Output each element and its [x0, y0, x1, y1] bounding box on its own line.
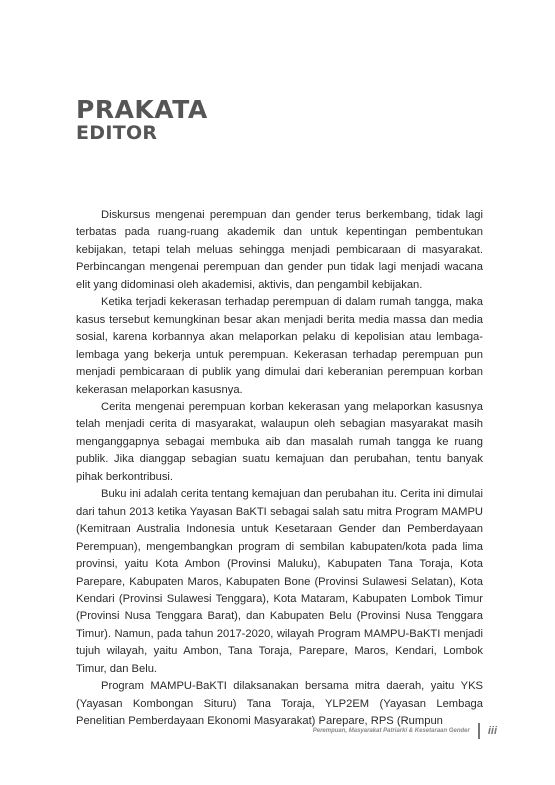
- footer-book-title: Perempuan, Masyarakat Patriarki & Kesetaraan Gender: [312, 728, 470, 734]
- page-subtitle: EDITOR: [76, 122, 158, 144]
- paragraph-4: Buku ini adalah cerita tentang kemajuan dan perubahan itu. Cerita ini dimulai dari tahun 2013 ketika Yayasan BaKTI sebagai salah satu mitra Program MAMPU (Kemitraan Australia Indonesia untuk Kesetaraan Gender dan Pemberdayaan Perempuan), mengembangkan program di sembilan kabupaten/kota pada lima provinsi, yaitu Kota Ambon (Provinsi Maluku), Kabupaten Tana Toraja, Kota Parepare, Kabupaten Maros, Kabupaten Bone (Provinsi Sulawesi Selatan), Kota Kendari (Provinsi Sulawesi Tenggara), Kota Mataram, Kabupaten Lombok Timur (Provinsi Nusa Tenggara Barat), dan Kabupaten Belu (Provinsi Nusa Tenggara Timur). Namun, pada tahun 2017-2020, wilayah Program MAMPU-BaKTI menjadi tujuh wilayah, yaitu Ambon, Tana Toraja, Parepare, Maros, Kendari, Lombok Timur, dan Belu.: [76, 488, 483, 675]
- page-title: PRAKATA: [76, 95, 208, 124]
- paragraph-5: Program MAMPU-BaKTI dilaksanakan bersama mitra daerah, yaitu YKS (Yayasan Kombongan Situru) Tana Toraja, YLP2EM (Yayasan Lembaga Penelitian Pemberdayaan Ekonomi Masyarakat) Parepare, RPS (Rumpun: [76, 680, 483, 728]
- page-number: iii: [487, 725, 497, 737]
- page-header: [76, 96, 208, 144]
- paragraph-3: Cerita mengenai perempuan korban kekerasan yang melaporkan kasusnya telah menjadi cerita di masyarakat, walaupun oleh sebagian masyarakat masih menganggapnya sebagai membuka aib dan masalah rumah tangga ke ruang publik. Jika dianggap sebagian suatu kemajuan dan perubahan, tentu banyak pihak berkontribusi.: [76, 400, 483, 483]
- paragraph-1: Diskursus mengenai perempuan dan gender terus berkembang, tidak lagi terbatas pada ruang-ruang akademik dan untuk kepentingan pembentukan kebijakan, tetapi telah meluas sehingga menjadi pembicaraan di masyarakat. Perbincangan mengenai perempuan dan gender pun tidak lagi menjadi wacana elit yang didominasi oleh akademisi, aktivis, dan pengambil kebijakan.: [76, 209, 483, 291]
- paragraph-2: Ketika terjadi kekerasan terhadap perempuan di dalam rumah tangga, maka kasus tersebut kemungkinan besar akan menjadi berita media massa dan media sosial, karena korbannya akan melaporkan pelaku di kepolisian atau lembaga-lembaga yang bekerja untuk perempuan. Kekerasan terhadap perempuan pun menjadi pembicaraan di publik yang dimulai dari keberanian perempuan korban kekerasan melaporkan kasusnya.: [76, 296, 483, 396]
- footer-divider: [478, 723, 480, 739]
- body-text: [76, 207, 483, 731]
- page-footer: [313, 723, 497, 739]
